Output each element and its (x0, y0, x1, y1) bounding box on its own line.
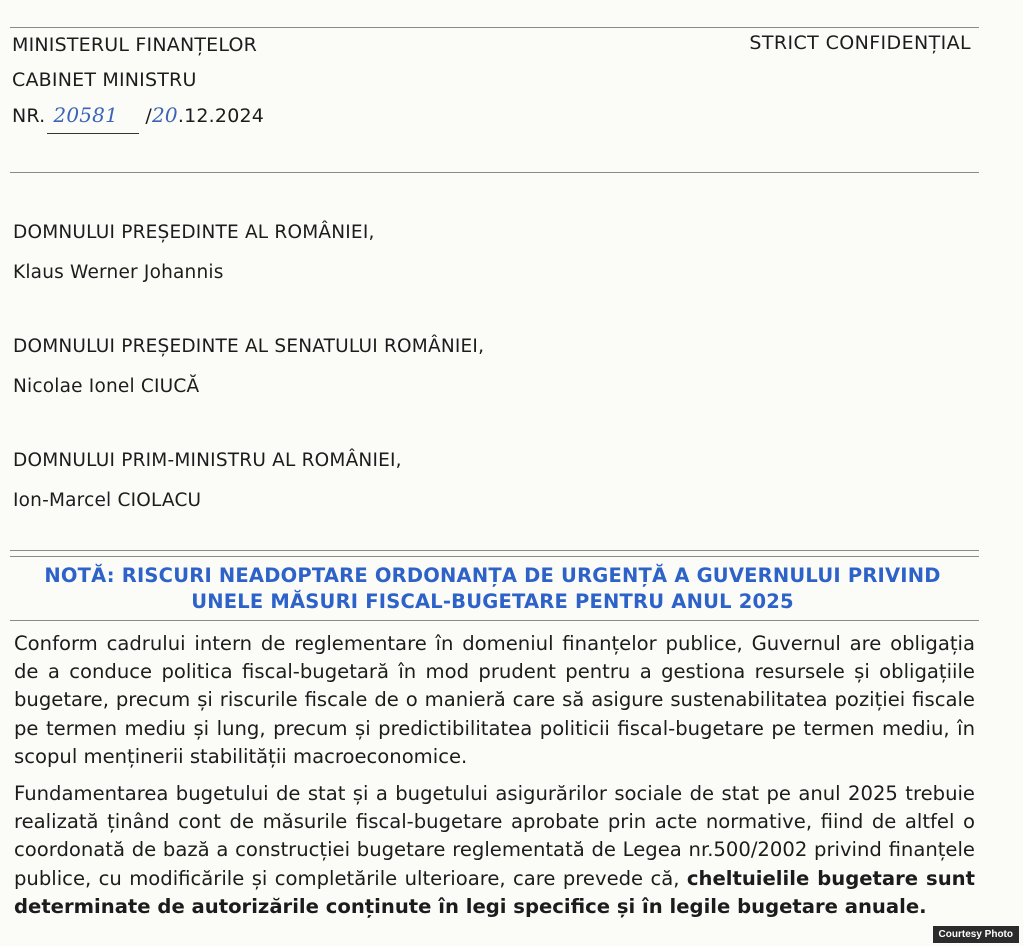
date-separator: / (145, 105, 152, 127)
recipient-2 (13, 327, 484, 407)
registration-number (12, 98, 264, 134)
nr-prefix: NR. (12, 105, 46, 127)
recipient-title: DOMNULUI PRIM-MINISTRU AL ROMÂNIEI, (13, 450, 402, 471)
paragraph-2-text: Fundamentarea bugetului de stat și a bugetului asigurărilor sociale de stat pe anul 2025 trebuie realizată ținând cont de măsurile fiscal-bugetare aprobate prin acte normative, fiind de altfel o coordonată de bază a construcției bugetare reglementată de Legea nr.500/2002 privind finanțele publice, cu modificările și completările ulterioare, care prevede că, (14, 782, 975, 890)
header-left (12, 28, 264, 134)
recipient-title: DOMNULUI PREȘEDINTE AL SENATULUI ROMÂNIEI, (13, 336, 485, 357)
ministry-name: MINISTERUL FINANȚELOR (12, 34, 258, 56)
header-rule (10, 172, 979, 173)
note-title (8, 563, 977, 615)
note-top-rule-2 (10, 556, 979, 557)
note-bottom-rule (10, 620, 979, 621)
classification-label: STRICT CONFIDENȚIAL (749, 32, 971, 54)
recipient-3 (13, 441, 402, 521)
paragraph-1: Conform cadrului intern de reglementare în domeniul finanțelor publice, Guvernul are obligația de a conduce politica fiscal-bugetară în mod prudent pentru a gestiona resursele și obligațiile bugetare, precum și riscurile fiscale de o manieră care să asigure sustenabilitatea poziției fiscale pe termen mediu și lung, precum și predictibilitatea politicii fiscal-bugetare pe termen mediu, în scopul menținerii stabilității macroeconomice. (14, 632, 975, 768)
paragraph-2 (14, 780, 975, 921)
recipient-1 (13, 213, 375, 293)
note-top-rule (10, 550, 979, 551)
recipient-name: Klaus Werner Johannis (13, 262, 224, 283)
photo-credit: Courtesy Photo (933, 926, 1019, 943)
paragraph-2-bold: cheltuielile bugetare sunt determinate de autorizările conținute în legi specifice și în legile bugetare anuale. (14, 866, 975, 918)
recipient-name: Nicolae Ionel CIUCĂ (13, 376, 200, 397)
date-rest: .12.2024 (177, 105, 265, 127)
recipient-title: DOMNULUI PREȘEDINTE AL ROMÂNIEI, (13, 222, 375, 243)
cabinet-name: CABINET MINISTRU (12, 69, 197, 91)
note-title-line-2: UNELE MĂSURI FISCAL-BUGETARE PENTRU ANUL 2025 (191, 590, 794, 613)
note-title-line-1: NOTĂ: RISCURI NEADOPTARE ORDONANȚA DE URGENȚĂ A GUVERNULUI PRIVIND (44, 564, 941, 587)
handwritten-number: 20581 (47, 98, 139, 134)
recipient-name: Ion-Marcel CIOLACU (13, 490, 202, 511)
handwritten-day: 20 (152, 103, 178, 127)
